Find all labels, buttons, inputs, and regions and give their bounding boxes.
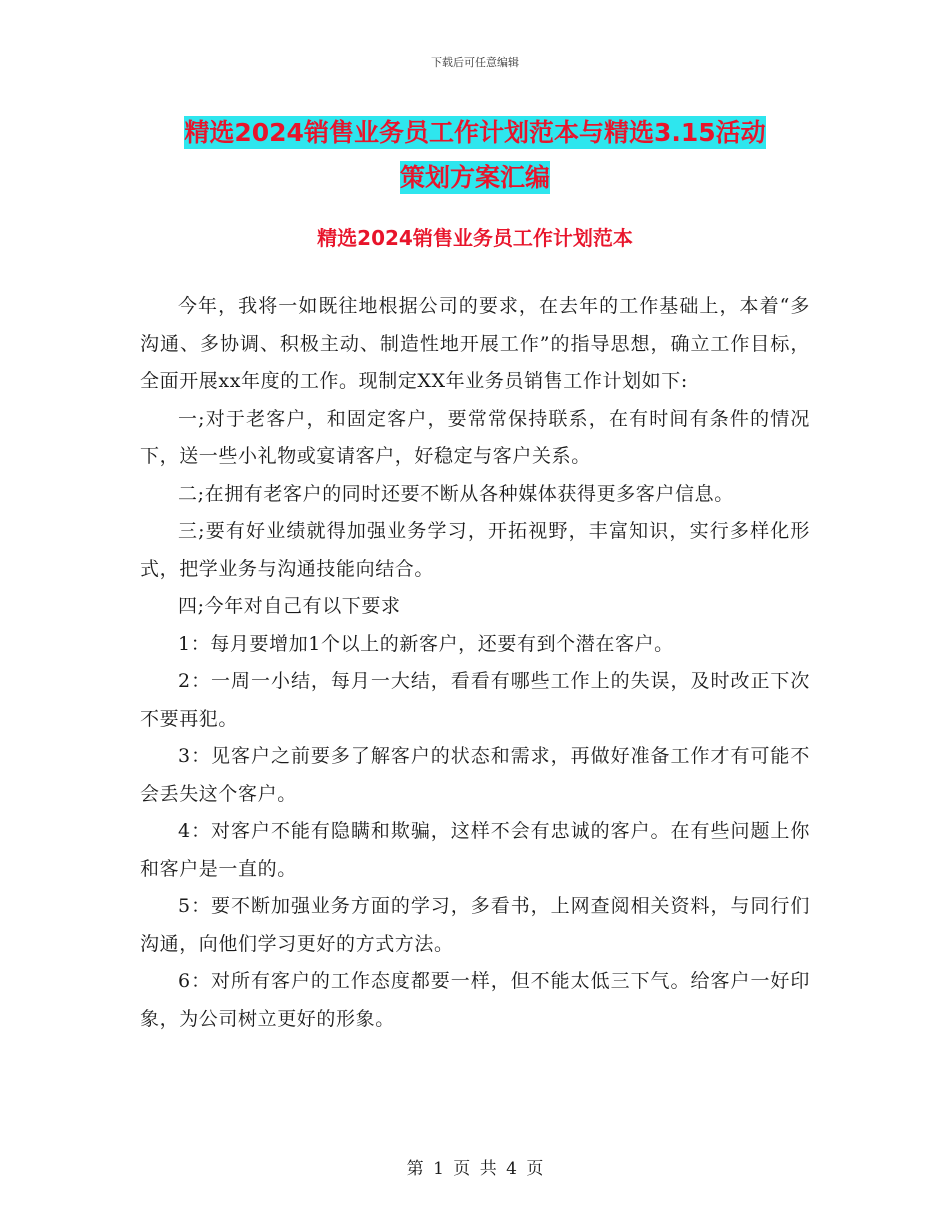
body-text (140, 288, 810, 1038)
document-title-line-2: 策划方案汇编 (399, 163, 550, 192)
paragraph: 二;在拥有老客户的同时还要不断从各种媒体获得更多客户信息。 (178, 482, 734, 505)
paragraph: 三;要有好业绩就得加强业务学习，开拓视野，丰富知识，实行多样化形式，把学业务与沟通技能向结合。 (140, 520, 810, 580)
list-item: 6：对所有客户的工作态度都要一样，但不能太低三下气。给客户一好印象，为公司树立更好的形象。 (140, 970, 810, 1030)
section-title: 精选2024销售业务员工作计划范本 (317, 226, 633, 250)
list-item: 2：一周一小结，每月一大结，看看有哪些工作上的失误，及时改正下次不要再犯。 (140, 670, 810, 730)
list-item: 4：对客户不能有隐瞒和欺骗，这样不会有忠诚的客户。在有些问题上你和客户是一直的。 (140, 820, 810, 880)
paragraph: 今年，我将一如既往地根据公司的要求，在去年的工作基础上，本着“多沟通、多协调、积极主动、制造性地开展工作”的指导思想，确立工作目标，全面开展xx年度的工作。现制定XX年业务员销售工作计划如下: (140, 295, 810, 392)
list-item: 3：见客户之前要多了解客户的状态和需求，再做好准备工作才有可能不会丢失这个客户。 (140, 745, 810, 805)
list-item: 1：每月要增加1个以上的新客户，还要有到个潜在客户。 (178, 632, 674, 655)
paragraph: 四;今年对自己有以下要求 (178, 595, 401, 617)
paragraph: 一;对于老客户，和固定客户，要常常保持联系，在有时间有条件的情况下，送一些小礼物或宴请客户，好稳定与客户关系。 (140, 407, 810, 467)
document-title-line-1: 精选2024销售业务员工作计划范本与精选3.15活动 (184, 118, 766, 147)
document-title (140, 110, 810, 200)
header-note: 下载后可任意编辑 (431, 56, 519, 69)
list-item: 5：要不断加强业务方面的学习，多看书，上网查阅相关资料，与同行们沟通，向他们学习更好的方式方法。 (140, 895, 810, 955)
page-number: 第 1 页 共 4 页 (406, 1159, 544, 1179)
